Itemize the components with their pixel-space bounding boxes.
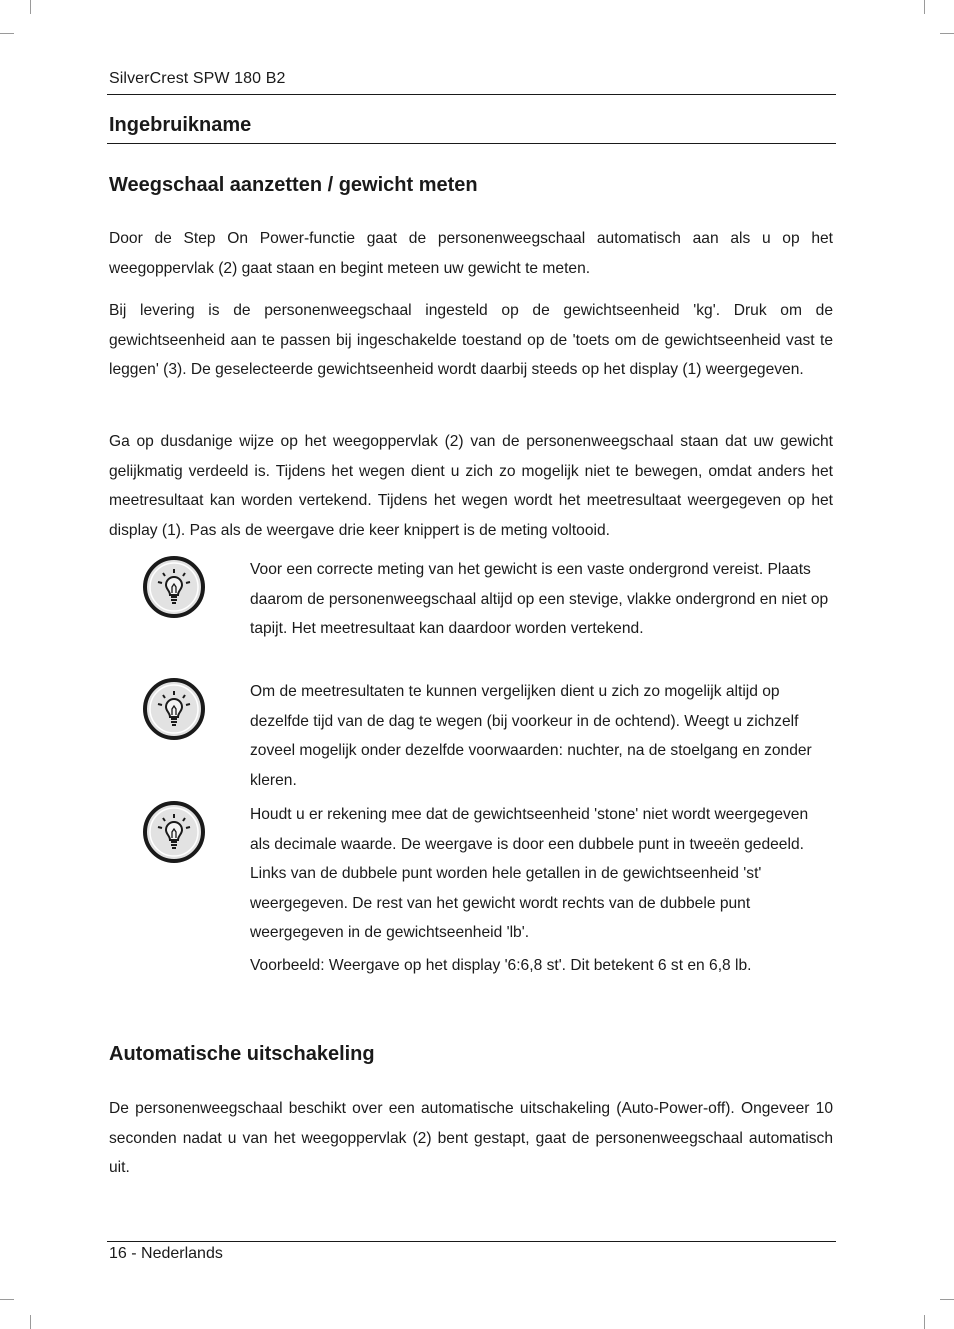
crop-mark <box>924 1315 925 1329</box>
lightbulb-icon <box>142 800 206 864</box>
section-rule <box>107 143 836 144</box>
tip-example: Voorbeeld: Weergave op het display '6:6,8 st'. Dit betekent 6 st en 6,8 lb. <box>250 957 752 974</box>
header-rule <box>107 94 836 95</box>
crop-mark <box>30 1315 31 1329</box>
crop-mark <box>924 0 925 14</box>
footer-rule <box>107 1241 836 1242</box>
subsection-title-auto-off: Automatische uitschakeling <box>109 1043 375 1065</box>
tip-text: Om de meetresultaten te kunnen vergelijken dient u zich zo mogelijk altijd op dezelfde tijd van de dag te wegen (bij voorkeur in de ochtend). Weegt u zichzelf zoveel mogelijk onder dezelfde voorwaarden: nuchter, na de stoelgang en zonder kleren. <box>250 683 812 789</box>
paragraph: Door de Step On Power-functie gaat de personenweegschaal automatisch aan als u op het weegoppervlak (2) gaat staan en begint meteen uw gewicht te meten. <box>109 230 833 277</box>
crop-mark <box>940 1299 954 1300</box>
running-header: SilverCrest SPW 180 B2 <box>109 70 286 87</box>
crop-mark <box>0 1299 14 1300</box>
crop-mark <box>940 33 954 34</box>
page-footer: 16 - Nederlands <box>109 1245 223 1262</box>
section-title: Ingebruikname <box>109 114 252 136</box>
lightbulb-icon <box>142 677 206 741</box>
tip-text: Houdt u er rekening mee dat de gewichtseenheid 'stone' niet wordt weergegeven als decimale waarde. De weergave is door een dubbele punt in tweeën gedeeld. Links van de dubbele punt worden hele getallen in de gewichtseenheid 'st' weergegeven. De rest van het gewicht wordt rechts van de dubbele punt weergegeven in de gewichtseenheid 'lb'. <box>250 806 809 942</box>
crop-mark <box>0 33 14 34</box>
subsection-title-weighing: Weegschaal aanzetten / gewicht meten <box>109 174 478 196</box>
paragraph: De personenweegschaal beschikt over een automatische uitschakeling (Auto-Power-off). Ongeveer 10 seconden nadat u van het weegoppervlak (2) bent gestapt, gaat de personenweegschaal automatisch uit. <box>109 1100 833 1177</box>
lightbulb-icon <box>142 555 206 619</box>
paragraph: Bij levering is de personenweegschaal ingesteld op de gewichtseenheid 'kg'. Druk om de gewichtseenheid aan te passen bij ingeschakelde toestand op de 'toets om de gewichtseenheid vast te leggen' (3). De geselecteerde gewichtseenheid wordt daarbij steeds op het display (1) weergegeven. <box>109 302 833 379</box>
crop-mark <box>30 0 31 14</box>
tip-text: Voor een correcte meting van het gewicht is een vaste ondergrond vereist. Plaats daarom de personenweegschaal altijd op een stevige, vlakke ondergrond en niet op tapijt. Het meetresultaat kan daardoor worden vertekend. <box>250 561 829 638</box>
paragraph: Ga op dusdanige wijze op het weegoppervlak (2) van de personenweegschaal staan dat uw gewicht gelijkmatig verdeeld is. Tijdens het wegen dient u zich zo mogelijk niet te bewegen, omdat anders het meetresultaat kan worden vertekend. Tijdens het wegen wordt het meetresultaat weergegeven op het display (1). Pas als de weergave drie keer knippert is de meting voltooid. <box>109 433 833 540</box>
